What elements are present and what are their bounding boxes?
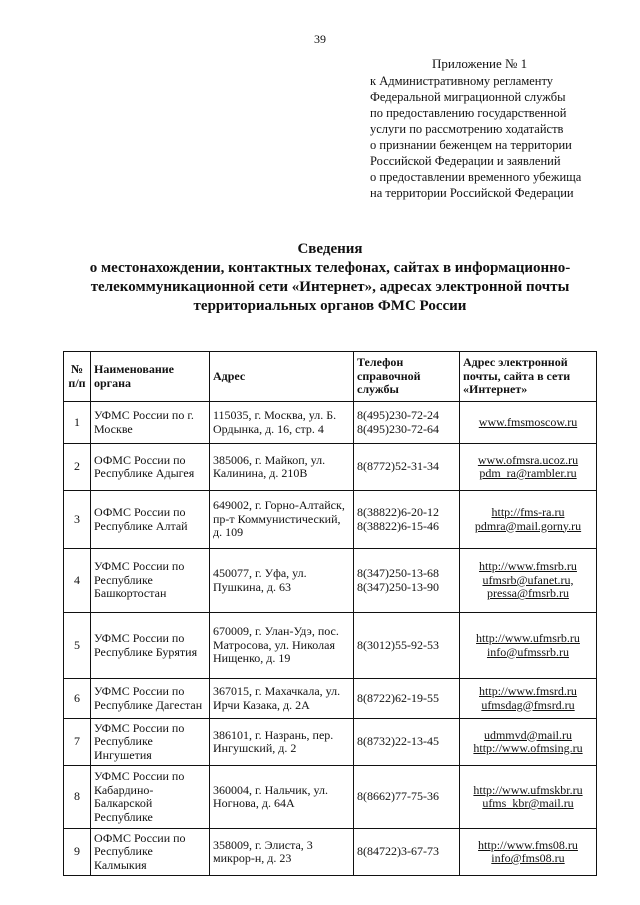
contact-cell (460, 679, 597, 719)
phone-number: 8(38822)6-20-12 (357, 505, 439, 519)
header-num: № п/п (64, 352, 91, 402)
address-cell: 358009, г. Элиста, 3 микрор-н, д. 23 (210, 829, 354, 876)
contact-cell (460, 402, 597, 444)
phone-number: 8(84722)3-67-73 (357, 844, 439, 859)
contact-cell (460, 719, 597, 766)
phone-number: 8(347)250-13-68 (357, 566, 439, 580)
table-body (64, 402, 597, 876)
email-link[interactable]: ufmsdag@fmsrd.ru (481, 697, 575, 712)
row-num-cell: 2 (64, 444, 91, 491)
appendix-line: о признании беженцем на территории (370, 138, 572, 152)
address-cell: 450077, г. Уфа, ул. Пушкина, д. 63 (210, 549, 354, 613)
organ-name-cell: УФМС России по г. Москве (91, 402, 210, 444)
website-link[interactable]: www.fmsmoscow.ru (478, 414, 578, 429)
header-contact: Адрес электронной почты, сайта в сети «Интернет» (460, 352, 597, 402)
organ-name-cell: УФМС России по Республике Дагестан (91, 679, 210, 719)
organ-name-cell: УФМС России по Кабардино-Балкарской Республике (91, 766, 210, 829)
organ-name-cell: УФМС России по Республике Бурятия (91, 613, 210, 679)
heading-line: о местонахождении, контактных телефонах, сайтах в информационно- (89, 260, 571, 276)
appendix-line: Российской Федерации и заявлений (370, 154, 561, 168)
address-cell: 115035, г. Москва, ул. Б. Ордынка, д. 16, стр. 4 (210, 402, 354, 444)
page-number: 39 (314, 32, 326, 46)
appendix-line: услуги по рассмотрению ходатайств (370, 122, 564, 136)
phone-cell (354, 444, 460, 491)
contact-cell (460, 613, 597, 679)
address-cell: 670009, г. Улан-Удэ, пос. Матросова, ул. Николая Нищенко, д. 19 (210, 613, 354, 679)
phone-number: 8(38822)6-15-46 (357, 518, 439, 533)
website-link[interactable]: http://www.fmsrd.ru (479, 684, 577, 698)
phone-number: 8(8732)22-13-45 (357, 734, 439, 749)
email-link[interactable]: ufmsrb@ufanet.ru, (482, 572, 574, 587)
address-cell: 649002, г. Горно-Алтайск, пр-т Коммунистический, д. 109 (210, 491, 354, 549)
phone-cell (354, 719, 460, 766)
email-link[interactable]: info@fms08.ru (491, 851, 565, 865)
header-phone: Телефон справочной службы (354, 352, 460, 402)
phone-cell (354, 549, 460, 613)
table-header-row (64, 352, 597, 402)
appendix-line: на территории Российской Федерации (370, 186, 574, 200)
email-link[interactable]: pdm_ra@rambler.ru (479, 466, 577, 480)
document-heading (80, 240, 580, 316)
email-link[interactable]: ufms_kbr@mail.ru (482, 796, 574, 810)
website-link[interactable]: http://www.ofmsing.ru (473, 741, 583, 755)
row-num-cell: 4 (64, 549, 91, 613)
row-num-cell: 3 (64, 491, 91, 549)
table-row (64, 766, 597, 829)
website-link[interactable]: http://www.fms08.ru (478, 837, 578, 852)
address-cell: 360004, г. Нальчик, ул. Ногнова, д. 64А (210, 766, 354, 829)
phone-cell (354, 491, 460, 549)
phone-number: 8(495)230-72-64 (357, 421, 439, 436)
appendix-block (370, 56, 632, 201)
appendix-line: Федеральной миграционной службы (370, 90, 566, 104)
phone-number: 8(8722)62-19-55 (357, 690, 439, 705)
website-link[interactable]: http://fms-ra.ru (491, 505, 565, 519)
header-address: Адрес (210, 352, 354, 402)
organ-name-cell: ОФМС России по Республике Алтай (91, 491, 210, 549)
table-row (64, 402, 597, 444)
row-num-cell: 8 (64, 766, 91, 829)
table-row (64, 444, 597, 491)
website-link[interactable]: www.ofmsra.ucoz.ru (477, 452, 579, 467)
address-cell: 386101, г. Назрань, пер. Ингушский, д. 2 (210, 719, 354, 766)
address-cell: 367015, г. Махачкала, ул. Ирчи Казака, д. 2А (210, 679, 354, 719)
contact-cell (460, 491, 597, 549)
phone-cell (354, 679, 460, 719)
row-num-cell: 5 (64, 613, 91, 679)
row-num-cell: 9 (64, 829, 91, 876)
email-link[interactable]: pdmra@mail.gorny.ru (474, 518, 582, 533)
appendix-line: по предоставлению государственной (370, 106, 567, 120)
phone-cell (354, 766, 460, 829)
organs-table (63, 351, 597, 876)
phone-cell (354, 829, 460, 876)
heading-line: территориальных органов ФМС России (193, 298, 467, 314)
row-num-cell: 6 (64, 679, 91, 719)
table-row (64, 613, 597, 679)
contact-cell (460, 549, 597, 613)
contact-cell (460, 829, 597, 876)
table-row (64, 719, 597, 766)
website-link[interactable]: http://www.ufmskbr.ru (473, 782, 583, 797)
table-row (64, 679, 597, 719)
website-link[interactable]: http://www.fmsrb.ru (479, 559, 577, 574)
appendix-title: Приложение № 1 (432, 56, 528, 71)
phone-number: 8(347)250-13-90 (357, 579, 439, 594)
organ-name-cell: ОФМС России по Республике Калмыкия (91, 829, 210, 876)
contact-cell (460, 444, 597, 491)
phone-cell (354, 402, 460, 444)
organ-name-cell: УФМС России по Республике Ингушетия (91, 719, 210, 766)
address-cell: 385006, г. Майкоп, ул. Калинина, д. 210В (210, 444, 354, 491)
table-row (64, 549, 597, 613)
email-link[interactable]: info@ufmssrb.ru (486, 644, 570, 659)
table-row (64, 491, 597, 549)
appendix-line: о предоставлении временного убежища (370, 170, 582, 184)
row-num-cell: 7 (64, 719, 91, 766)
phone-number: 8(495)230-72-24 (357, 408, 439, 422)
phone-number: 8(3012)55-92-53 (357, 637, 439, 652)
header-name: Наименование органа (91, 352, 210, 402)
organ-name-cell: УФМС России по Республике Башкортостан (91, 549, 210, 613)
contact-cell (460, 766, 597, 829)
organ-name-cell: ОФМС России по Республике Адыгея (91, 444, 210, 491)
heading-title: Сведения (297, 241, 363, 257)
email-link[interactable]: udmmvd@mail.ru (483, 727, 573, 742)
row-num-cell: 1 (64, 402, 91, 444)
phone-cell (354, 613, 460, 679)
appendix-line: к Административному регламенту (370, 74, 554, 88)
phone-number: 8(8772)52-31-34 (357, 459, 439, 474)
heading-line: телекоммуникационной сети «Интернет», адресах электронной почты (90, 279, 570, 295)
table-row (64, 829, 597, 876)
email-link[interactable]: pressa@fmsrb.ru (486, 586, 570, 601)
phone-number: 8(8662)77-75-36 (357, 789, 439, 804)
website-link[interactable]: http://www.ufmsrb.ru (476, 631, 580, 645)
